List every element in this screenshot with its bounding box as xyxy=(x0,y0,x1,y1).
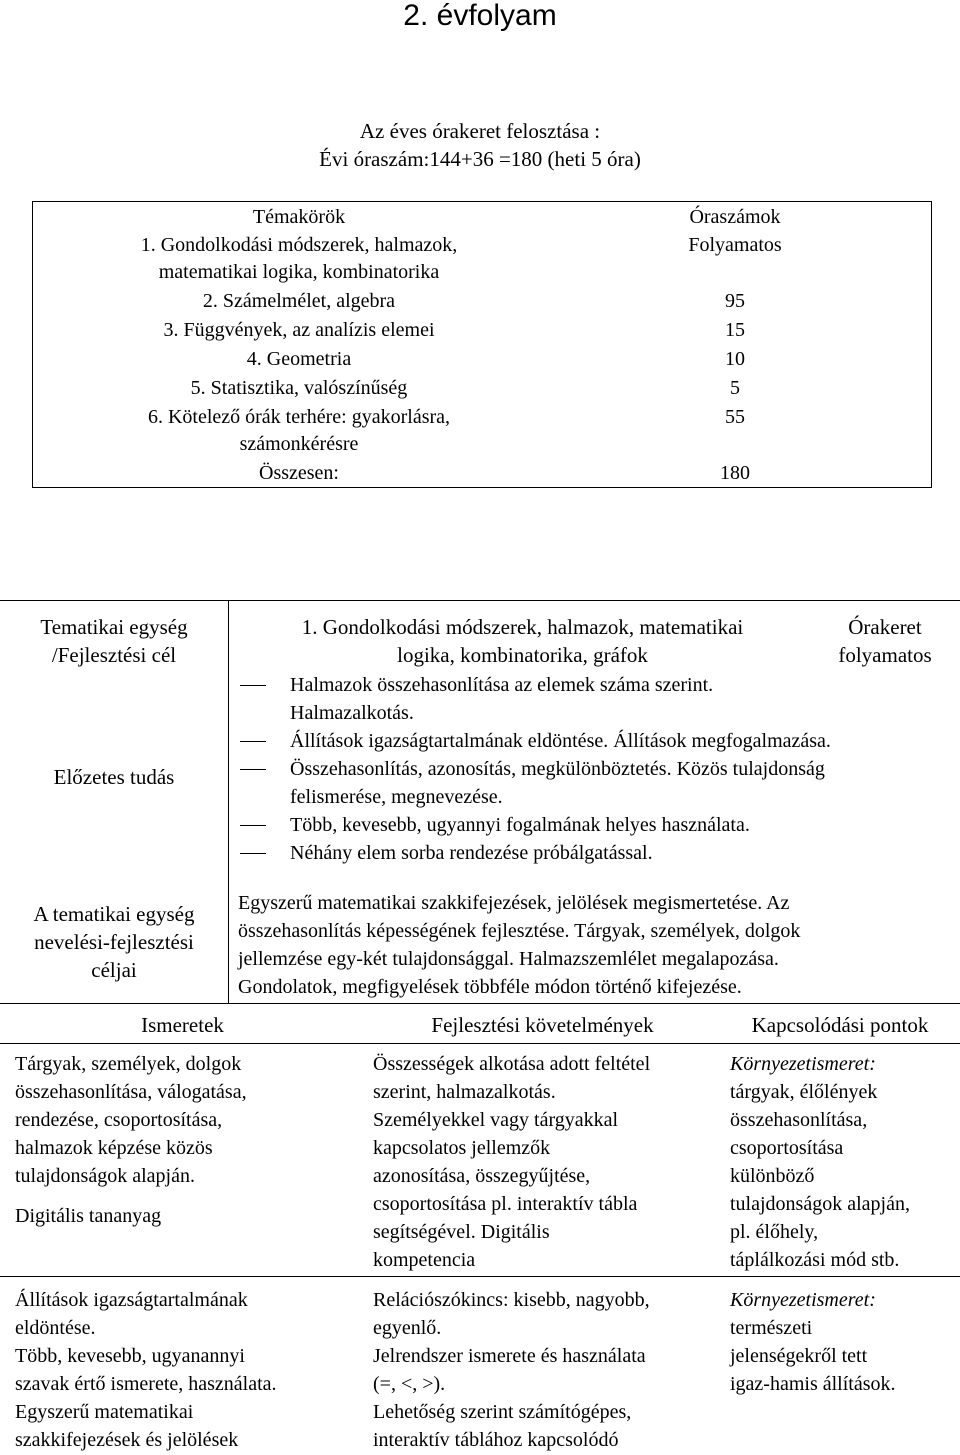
digital-material-note: Digitális tananyag xyxy=(15,1205,162,1227)
unit-table xyxy=(0,600,960,1004)
hours-cell: 10 xyxy=(725,348,745,370)
list-item: Állítások igazságtartalmának eldöntése. Állítások megfogalmazása. xyxy=(240,727,955,755)
list-item: Néhány elem sorba rendezése próbálgatással. xyxy=(240,839,955,867)
hours-cell: Folyamatos xyxy=(688,234,782,256)
hours-header: Óraszámok xyxy=(689,206,781,228)
topic-cell: 1. Gondolkodási módszerek, halmazok, xyxy=(140,234,458,256)
links-subject: Környezetismeret: xyxy=(730,1289,876,1311)
unit-label: Tematikai egység /Fejlesztési cél xyxy=(40,615,188,667)
hours-cell: 95 xyxy=(725,290,745,312)
dash-bullet xyxy=(240,769,266,770)
time-frame: Órakeret folyamatos xyxy=(838,615,932,667)
page-title: 2. évfolyam xyxy=(403,0,557,32)
dash-bullet xyxy=(240,825,266,826)
list-item: Halmazok összehasonlítása az elemek száma szerint. Halmazalkotás. xyxy=(240,671,955,727)
topic-cell: 6. Kötelező órák terhére: gyakorlásra, xyxy=(147,406,451,428)
topic-cell: 5. Statisztika, valószínűség xyxy=(190,377,408,399)
header-divider xyxy=(0,1043,960,1044)
list-item: Több, kevesebb, ugyannyi fogalmának helyes használata. xyxy=(240,811,955,839)
links-cell: Környezetismeret: tárgyak, élőlények összehasonlítása, csoportosítása különböző tulajdonságok alapján, pl. élőhely, táplálkozási mód stb. xyxy=(730,1050,958,1274)
dash-bullet xyxy=(240,853,266,854)
dash-bullet xyxy=(240,685,266,686)
list-item: Összehasonlítás, azonosítás, megkülönböztetés. Közös tulajdonság felismerése, megnevezése. xyxy=(240,755,955,811)
requirements-header: Fejlesztési követelmények xyxy=(431,1013,654,1037)
hours-cell: 5 xyxy=(730,377,740,399)
topic-cell: számonkérésre xyxy=(239,433,359,455)
topics-header: Témakörök xyxy=(252,206,346,228)
prior-knowledge-label: Előzetes tudás xyxy=(53,765,175,789)
topic-cell: 2. Számelmélet, algebra xyxy=(202,290,396,312)
prior-knowledge-list xyxy=(240,671,955,867)
hours-cell: 55 xyxy=(725,406,745,428)
goals-label: A tematikai egység nevelési-fejlesztési céljai xyxy=(33,902,195,982)
detail-table xyxy=(0,1002,960,1455)
requirements-cell: Relációszókincs: kisebb, nagyobb, egyenlő. Jelrendszer ismerete és használata (=, <, >). Lehetőség szerint számítógépes, interaktív táblához kapcsolódó xyxy=(373,1289,650,1451)
goals-text: Egyszerű matematikai szakkifejezések, jelölések megismertetése. Az összehasonlítás képességének fejlesztése. Tárgyak, személyek, dolgok jellemzése egy-két tulajdonsággal. Halmazszemlélet megalapozása. Gondolatok, megfigyelések többféle módon történő kifejezése. xyxy=(238,892,801,998)
total-value: 180 xyxy=(720,462,750,484)
column-divider xyxy=(228,601,229,1003)
dash-bullet xyxy=(240,741,266,742)
allocation-total-line: Évi óraszám:144+36 =180 (heti 5 óra) xyxy=(319,147,641,171)
links-subject: Környezetismeret: xyxy=(730,1053,876,1075)
topic-cell: 3. Függvények, az analízis elemei xyxy=(163,319,435,341)
links-cell: Környezetismeret: természeti jelenségekről tett igaz-hamis állítások. xyxy=(730,1286,958,1398)
hours-cell: 15 xyxy=(725,319,745,341)
knowledge-header: Ismeretek xyxy=(141,1013,224,1037)
unit-title: 1. Gondolkodási módszerek, halmazok, matematikai logika, kombinatorika, gráfok xyxy=(301,615,744,667)
knowledge-cell: Állítások igazságtartalmának eldöntése. Több, kevesebb, ugyanannyi szavak értő ismerete, használata. Egyszerű matematikai szakkifejezések és jelölések xyxy=(15,1289,277,1451)
requirements-cell: Összességek alkotása adott feltétel szerint, halmazalkotás. Személyekkel vagy tárgyakkal kapcsolatos jellemzők azonosítása, összegyűjtése, csoportosítása pl. interaktív tábla segítségével. Digitális kompetencia xyxy=(373,1053,651,1271)
topic-cell: matematikai logika, kombinatorika xyxy=(158,261,440,283)
knowledge-cell: Tárgyak, személyek, dolgok összehasonlítása, válogatása, rendezése, csoportosítása, halmazok képzése közös tulajdonságok alapján. Digitális tananyag xyxy=(15,1050,360,1230)
links-header: Kapcsolódási pontok xyxy=(751,1013,929,1037)
allocation-heading: Az éves órakeret felosztása : xyxy=(359,119,601,143)
allocation-table xyxy=(32,201,932,488)
row-divider xyxy=(0,1276,960,1277)
total-label: Összesen: xyxy=(259,462,339,484)
topic-cell: 4. Geometria xyxy=(246,348,352,370)
